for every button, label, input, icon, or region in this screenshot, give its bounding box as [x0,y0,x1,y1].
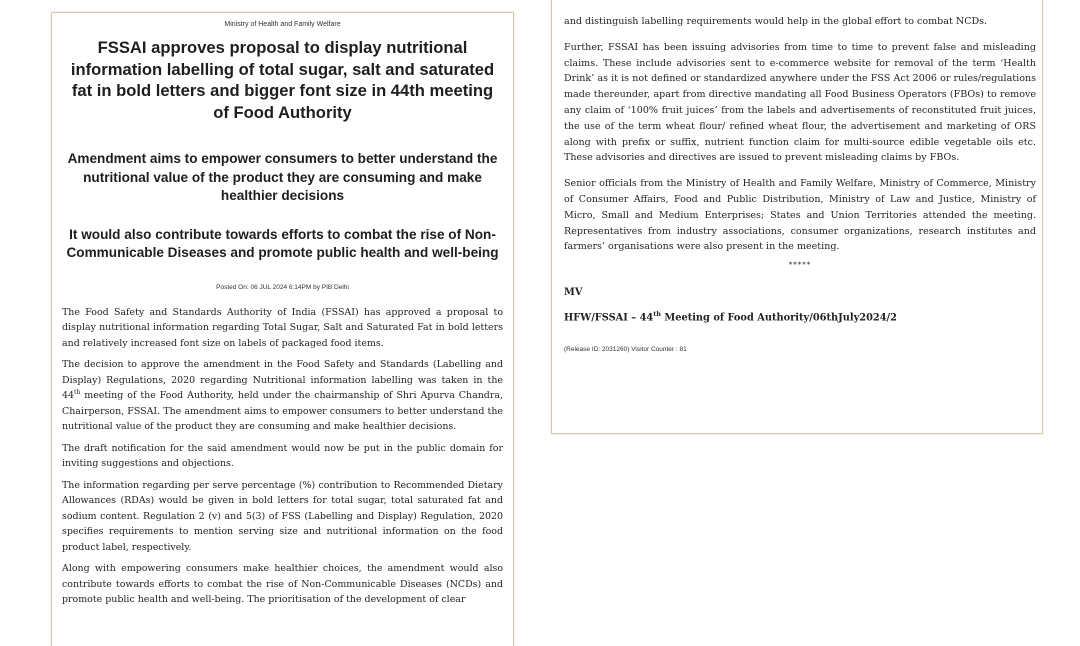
reference-ordinal-suffix: th [653,310,661,319]
subheading-consumers: Amendment aims to empower consumers to better understand the nutritional value of the product they are consuming and make healthier decisions [67,151,498,203]
paragraph-proposal: The Food Safety and Standards Authority of India (FSSAI) has approved a proposal to display nutritional information regarding Total Sugar, Salt and Saturated Fat in bold letters and relatively increased font size on labels of packaged food items. [62,306,503,349]
press-release-headline: FSSAI approves proposal to display nutritional information labelling of total sugar, salt and saturated fat in bold letters and bigger font size in 44th meeting of Food Authority [70,38,495,122]
left-document-page [51,12,514,646]
paragraph-decision-start: The decision to approve the amendment in the Food Safety and Standards (Labelling and Display) Regulations, 2020 regarding Nutritional information labelling was taken in the 44 [62,359,503,401]
subheading-ncds: It would also contribute towards efforts to combat the rise of Non-Communicable Diseases and promote public health and well-being [66,226,499,260]
release-id-visitor-counter: (Release ID: 2031260) Visitor Counter : 81 [564,346,687,354]
paragraph-decision [62,357,503,435]
paragraph-advisories: Further, FSSAI has been issuing advisories from time to time to prevent false and misleading claims. These include advisories sent to e-commerce website for removal of the term ‘Health Drink’ as it is not defined or standardized anywhere under the FSS Act 2006 or rules/regulations made thereunder, apart from directive mandating all Food Business Operators (FBOs) to remove any claim of ‘100% fruit juices’ from the labels and advertisements of reconstituted fruit juices, the use of the term wheat flour/ refined wheat flour, the advertisement and marketing of ORS along with prefix or suffix, nutrient function claim for multi-source edible vegetable oils etc. These advisories and directives are issued to prevent misleading claims by FBOs. [564,41,1036,164]
ordinal-suffix: th [74,388,81,396]
paragraph-continuation: and distinguish labelling requirements would help in the global effort to combat NCDs. [564,16,988,27]
paragraph-decision-end: meeting of the Food Authority, held under the chairmanship of Shri Apurva Chandra, Chairperson, FSSAI. The amendment aims to empower consumers to better understand the nutritional value of the product they are consuming and make healthier decisions. [62,390,503,432]
separator-stars: ***** [788,261,812,270]
ministry-name: Ministry of Health and Family Welfare [224,21,341,28]
paragraph-officials: Senior officials from the Ministry of Health and Family Welfare, Ministry of Commerce, Ministry of Consumer Affairs, Food and Public Distribution, Ministry of Law and Justice, Ministry of Micro, Small and Medium Enterprises; States and Union Territories attended the meeting. Representatives from industry associations, consumer organizations, research institutes and farmers’ organisations were also present in the meeting. [564,178,1036,253]
reference-end: Meeting of Food Authority/06thJuly2024/2 [660,312,897,324]
reference-start: HFW/FSSAI – 44 [564,312,654,324]
posted-on-line: Posted On: 06 JUL 2024 6:14PM by PIB Delhi [216,283,349,291]
right-document-page [551,0,1043,434]
paragraph-ncd-contribution: Along with empowering consumers make healthier choices, the amendment would also contribute towards efforts to combat the rise of Non-Communicable Diseases (NCDs) and promote public health and well-being. The prioritisation of the development of clear [62,563,503,605]
author-initials: MV [564,287,583,299]
reference-line [564,310,1036,323]
paragraph-rda-information: The information regarding per serve percentage (%) contribution to Recommended Dietary Allowances (RDAs) would be given in bold letters for total sugar, total saturated fat and sodium content. Regulation 2 (v) and 5(3) of FSS (Labelling and Display) Regulation, 2020 specifies requirements to mention serving size and nutritional information on the food product label, respectively. [62,479,503,553]
paragraph-draft-notification: The draft notification for the said amendment would now be put in the public domain for inviting suggestions and objections. [62,442,503,469]
